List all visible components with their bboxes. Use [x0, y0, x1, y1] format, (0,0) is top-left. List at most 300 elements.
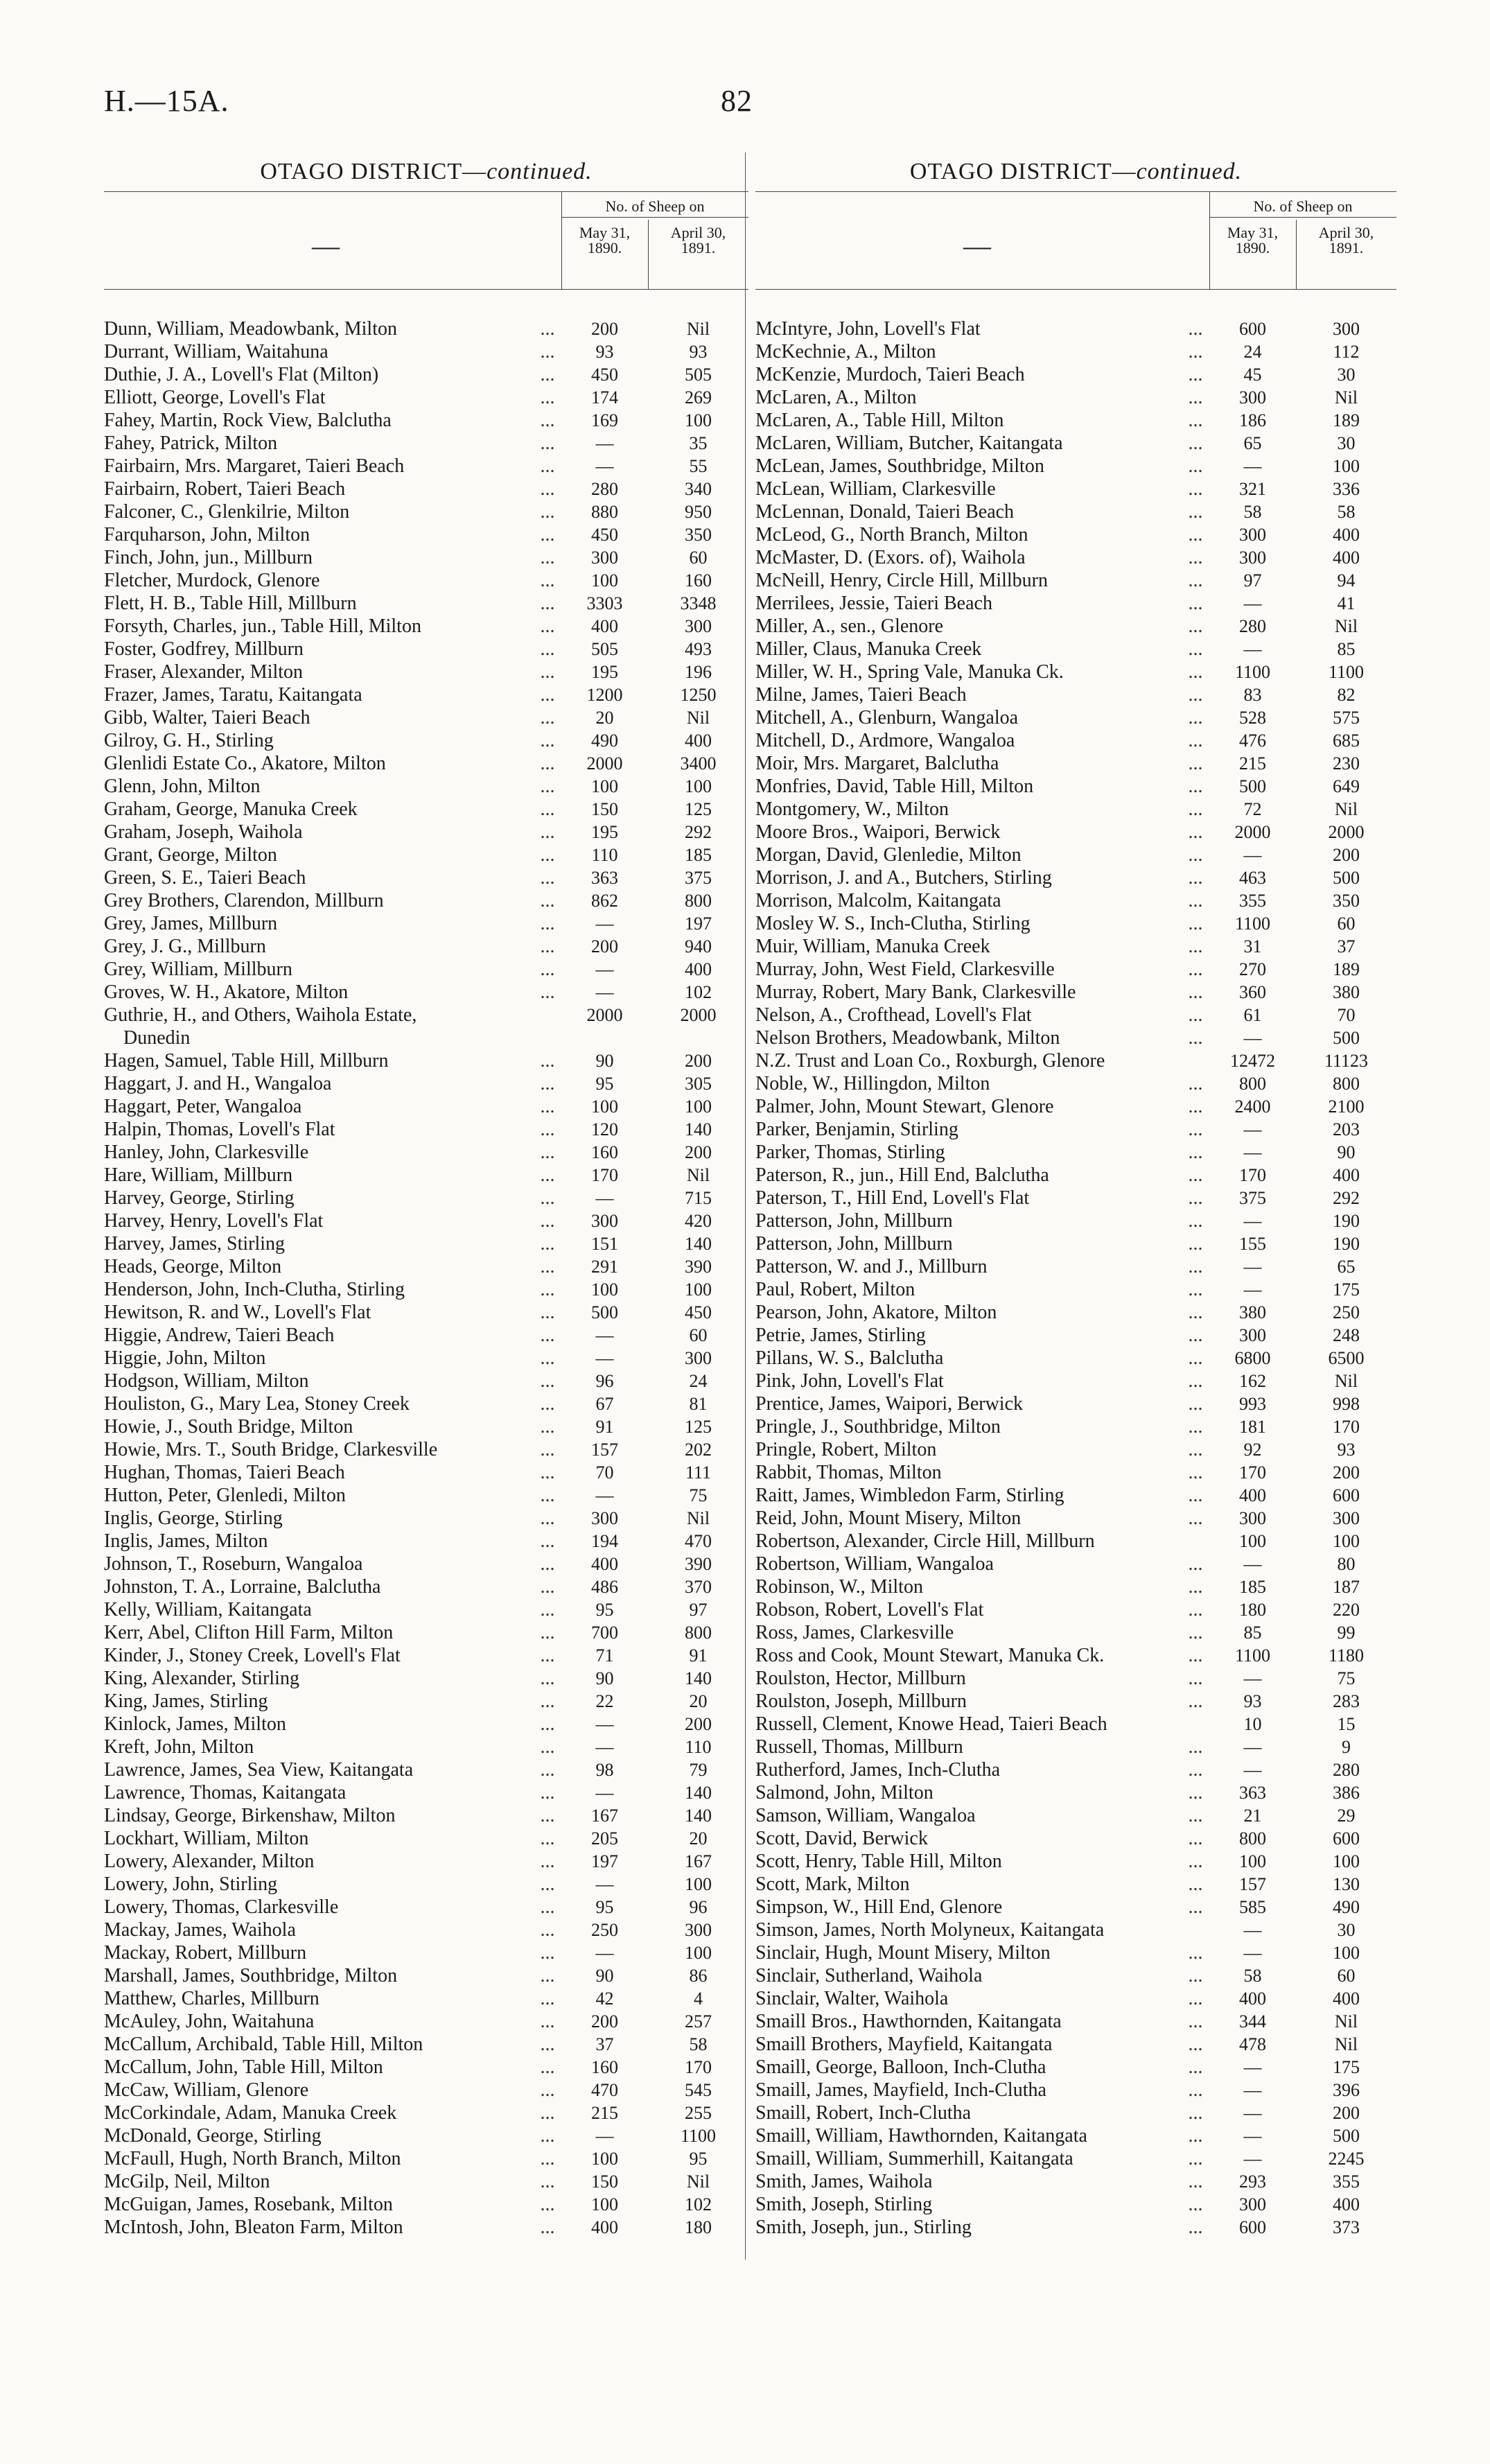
table-row — [755, 821, 1396, 844]
owner-name: McLaren, A., Table Hill, Milton — [755, 410, 1004, 431]
sheep-1890: 300 — [1239, 2194, 1266, 2214]
table-row — [755, 1919, 1396, 1941]
table-row — [755, 1370, 1396, 1392]
leader-dots: ... — [540, 844, 555, 866]
leader-dots: ... — [1188, 364, 1203, 385]
leader-dots: ... — [540, 936, 555, 957]
owner-name: Harvey, James, Stirling — [104, 1233, 286, 1255]
table-row — [104, 729, 748, 752]
sheep-1891: 280 — [1333, 1760, 1360, 1780]
leader-dots: ... — [540, 1393, 555, 1415]
leader-dots: ... — [1188, 1233, 1203, 1255]
sheep-1891: 200 — [685, 1142, 712, 1162]
leader-dots: ... — [540, 1668, 555, 1689]
date-header-1891: April 30, 1891. — [1318, 224, 1374, 256]
sheep-1890: 174 — [591, 387, 618, 408]
owner-name: Smaill, Robert, Inch-Clutha — [755, 2102, 972, 2124]
owner-name: Hagen, Samuel, Table Hill, Millburn — [104, 1050, 389, 1072]
sheep-1890: 1100 — [1234, 662, 1271, 682]
sheep-1891: 248 — [1333, 1325, 1360, 1345]
leader-dots: ... — [540, 1553, 555, 1575]
sheep-1890: 486 — [591, 1577, 618, 1597]
date-header-1891: April 30, 1891. — [670, 224, 726, 256]
table-row — [104, 1827, 748, 1850]
table-row — [755, 1301, 1396, 1324]
owner-name: Mitchell, D., Ardmore, Wangaloa — [755, 730, 1015, 751]
sheep-1890: — — [1243, 1760, 1262, 1780]
owner-name: Moore Bros., Waipori, Berwick — [755, 821, 1001, 843]
table-row — [755, 1049, 1396, 1072]
sheep-1890: 490 — [591, 731, 618, 751]
sheep-1891: 100 — [685, 776, 712, 796]
owner-name: Graham, Joseph, Waihola — [104, 821, 303, 843]
sheep-1890: 200 — [591, 319, 618, 339]
table-row — [104, 432, 748, 455]
leader-dots: ... — [1188, 753, 1203, 774]
owner-name: Robertson, William, Wangaloa — [755, 1553, 994, 1575]
sheep-1891: 99 — [1337, 1623, 1356, 1643]
table-row — [755, 546, 1396, 569]
sheep-1891: 20 — [689, 1828, 708, 1849]
owner-name: Glenlidi Estate Co., Akatore, Milton — [104, 753, 386, 774]
leader-dots — [1182, 1713, 1209, 1736]
sheep-1890: 90 — [595, 1051, 614, 1071]
owner-name: Grey, James, Millburn — [104, 913, 278, 934]
sheep-1891: 950 — [685, 502, 712, 522]
leader-dots: ... — [540, 707, 555, 728]
leader-dots: ... — [1188, 2102, 1203, 2124]
leader-dots: ... — [540, 1851, 555, 1872]
sheep-1890: 71 — [595, 1645, 614, 1666]
leader-dots: ... — [1188, 661, 1203, 683]
table-row — [755, 478, 1396, 500]
sheep-1890: — — [1243, 1920, 1262, 1940]
owner-name: Kinlock, James, Milton — [104, 1713, 286, 1735]
sheep-1890: — — [1243, 1211, 1262, 1231]
sheep-1891: 400 — [685, 731, 712, 751]
owner-name: Graham, George, Manuka Creek — [104, 798, 358, 820]
sheep-1891: 30 — [1337, 1920, 1356, 1940]
sheep-1891: 800 — [1333, 1074, 1360, 1094]
sheep-1891: 100 — [1333, 1851, 1360, 1871]
sheep-1891: 493 — [685, 639, 712, 659]
owner-name: McLean, William, Clarkesville — [755, 478, 996, 500]
leader-dots: ... — [540, 1805, 555, 1826]
leader-dots: ... — [1188, 615, 1203, 637]
leader-dots: ... — [1188, 936, 1203, 957]
sheep-1890: 90 — [595, 1966, 614, 1986]
leader-dots: ... — [1188, 2194, 1203, 2215]
sheep-1890: — — [595, 433, 614, 453]
leader-dots: ... — [540, 547, 555, 568]
sheep-1890: 862 — [591, 891, 618, 911]
sheep-1891: 82 — [1337, 685, 1356, 705]
sheep-1890: 528 — [1239, 708, 1266, 728]
sheep-1890: 2000 — [586, 753, 623, 774]
table-row — [755, 569, 1396, 592]
leader-dots: ... — [540, 387, 555, 408]
date-header-1890: May 31, 1890. — [1227, 224, 1279, 256]
leader-dots: ... — [540, 1462, 555, 1483]
leader-dots: ... — [540, 1439, 555, 1460]
owner-name: McLaren, William, Butcher, Kaitangata — [755, 432, 1063, 454]
sheep-1891: 100 — [1333, 456, 1360, 476]
sheep-1891: 37 — [1337, 936, 1356, 956]
right-column — [755, 152, 1396, 2239]
leader-dots: ... — [540, 684, 555, 706]
sheep-1891: 9 — [1342, 1737, 1351, 1757]
sheep-1890: — — [1243, 2080, 1262, 2100]
leader-dots: ... — [540, 1256, 555, 1277]
sheep-1890: 1100 — [1234, 1645, 1271, 1666]
table-row — [104, 1530, 748, 1553]
leader-dots: ... — [540, 2102, 555, 2124]
leader-dots: ... — [540, 1119, 555, 1140]
sheep-1891: 60 — [689, 1325, 708, 1345]
owner-name: Smith, James, Waihola — [755, 2171, 933, 2192]
sheep-1891: Nil — [1334, 2011, 1358, 2032]
table-row — [104, 1232, 748, 1255]
leader-dots: ... — [1188, 776, 1203, 797]
sheep-1891: 170 — [1333, 1417, 1360, 1437]
sheep-1891: 505 — [685, 365, 712, 385]
sheep-1891: 140 — [685, 1119, 712, 1139]
leader-dots: ... — [540, 1896, 555, 1918]
table-row — [104, 912, 748, 935]
owner-name: Russell, Clement, Knowe Head, Taieri Beach — [755, 1713, 1107, 1735]
sheep-1891: 715 — [685, 1188, 712, 1208]
sheep-1890: 100 — [591, 776, 618, 796]
sheep-1890: 450 — [591, 365, 618, 385]
sheep-1891: 6500 — [1328, 1348, 1365, 1368]
owner-name: Halpin, Thomas, Lovell's Flat — [104, 1119, 335, 1140]
leader-dots: ... — [1188, 410, 1203, 431]
sheep-1890: 200 — [591, 2011, 618, 2032]
sheep-1891: 140 — [685, 1806, 712, 1826]
sheep-1890: 110 — [591, 845, 618, 865]
table-row — [755, 1004, 1396, 1026]
table-row — [755, 1827, 1396, 1850]
table-row — [755, 866, 1396, 889]
owner-name: Mackay, Robert, Millburn — [104, 1942, 307, 1964]
table-row — [755, 1278, 1396, 1301]
sheep-1891: 292 — [685, 822, 712, 842]
sheep-1890: 151 — [591, 1234, 618, 1254]
owner-name: McKechnie, A., Milton — [755, 341, 936, 362]
owner-name: Lindsay, George, Birkenshaw, Milton — [104, 1805, 396, 1826]
table-row — [755, 363, 1396, 386]
sheep-1890: 93 — [1243, 1691, 1262, 1711]
sheep-1890: 157 — [591, 1440, 618, 1460]
leader-dots: ... — [1188, 1622, 1203, 1643]
leader-dots: ... — [1188, 387, 1203, 408]
sheep-1891: 2000 — [680, 1005, 717, 1025]
leader-dots: ... — [1188, 821, 1203, 843]
table-row — [755, 1736, 1396, 1758]
owner-name: Raitt, James, Wimbledon Farm, Stirling — [755, 1485, 1064, 1506]
owner-name: Russell, Thomas, Millburn — [755, 1736, 963, 1758]
table-row — [755, 1690, 1396, 1713]
owner-name: Smith, Joseph, jun., Stirling — [755, 2217, 972, 2238]
sheep-1890: — — [1243, 2149, 1262, 2169]
leader-dots: ... — [540, 1508, 555, 1529]
table-row — [755, 981, 1396, 1004]
sheep-1891: 29 — [1337, 1806, 1356, 1826]
leader-dots: ... — [1188, 318, 1203, 340]
leader-dots: ... — [540, 1142, 555, 1163]
table-row — [755, 1553, 1396, 1575]
table-row — [104, 546, 748, 569]
sheep-1891: 3348 — [680, 593, 717, 613]
owner-name: Haggart, Peter, Wangaloa — [104, 1096, 302, 1117]
sheep-1891: 292 — [1333, 1188, 1360, 1208]
table-row — [104, 683, 748, 706]
sheep-1890: 200 — [591, 936, 618, 956]
sheep-1891: 940 — [685, 936, 712, 956]
owner-name: McFaull, Hugh, North Branch, Milton — [104, 2148, 401, 2169]
owner-name: Johnston, T. A., Lorraine, Balclutha — [104, 1576, 381, 1598]
sheep-1890: — — [1243, 593, 1262, 613]
leader-dots: ... — [1188, 2034, 1203, 2055]
table-row — [755, 706, 1396, 729]
sheep-1890: 95 — [595, 1897, 614, 1917]
sheep-1890: 150 — [591, 799, 618, 819]
table-row — [104, 1118, 748, 1141]
owner-name: McLennan, Donald, Taieri Beach — [755, 501, 1015, 523]
table-row — [104, 775, 748, 798]
sheep-1891: 400 — [1333, 1989, 1360, 2009]
table-row — [104, 1781, 748, 1804]
sheep-1890: 344 — [1239, 2011, 1266, 2032]
sheep-1891: 370 — [685, 1577, 712, 1597]
owner-name: McMaster, D. (Exors. of), Waihola — [755, 547, 1026, 568]
owner-list — [755, 317, 1396, 2239]
table-row — [755, 1347, 1396, 1370]
sheep-1890: — — [1243, 639, 1262, 659]
table-row — [755, 1095, 1396, 1118]
leader-dots: ... — [1188, 707, 1203, 728]
table-row — [104, 889, 748, 912]
sheep-1891: 300 — [685, 1348, 712, 1368]
owner-name: Roulston, Hector, Millburn — [755, 1668, 966, 1689]
owner-name: Moir, Mrs. Margaret, Balclutha — [755, 753, 999, 774]
leader-dots: ... — [1188, 1690, 1203, 1712]
leader-dots: ... — [1188, 1004, 1203, 1026]
table-row — [104, 1347, 748, 1370]
sheep-1890: 58 — [1243, 502, 1262, 522]
table-row — [755, 1209, 1396, 1232]
owner-name: McGuigan, James, Rosebank, Milton — [104, 2194, 393, 2215]
sheep-1891: 269 — [685, 387, 712, 408]
sheep-1890: 155 — [1239, 1234, 1266, 1254]
owner-name: Lowery, Thomas, Clarkesville — [104, 1896, 339, 1918]
sheep-1890: 321 — [1239, 479, 1266, 499]
leader-dots — [534, 1004, 561, 1026]
owner-name: Rabbit, Thomas, Milton — [755, 1462, 942, 1483]
sheep-1890: 157 — [1239, 1874, 1266, 1894]
sheep-1891: 75 — [1337, 1668, 1356, 1688]
table-row — [755, 2079, 1396, 2102]
sheep-1890: — — [1243, 1257, 1262, 1277]
table-row — [104, 638, 748, 661]
leader-dots: ... — [1188, 341, 1203, 362]
sheep-1890: 800 — [1239, 1074, 1266, 1094]
sheep-1891: 140 — [685, 1668, 712, 1688]
sheep-1891: 200 — [1333, 1462, 1360, 1483]
owner-name: McIntosh, John, Bleaton Farm, Milton — [104, 2217, 403, 2238]
leader-dots: ... — [540, 913, 555, 934]
table-row — [104, 1621, 748, 1644]
leader-dots: ... — [540, 2034, 555, 2055]
sheep-1891: 65 — [1337, 1257, 1356, 1277]
sheep-1891: 81 — [689, 1394, 708, 1414]
owner-name: Howie, J., South Bridge, Milton — [104, 1416, 353, 1438]
sheep-1891: 396 — [1333, 2080, 1360, 2100]
table-row — [104, 1941, 748, 1964]
leader-dots: ... — [540, 2194, 555, 2215]
sheep-1890: — — [595, 1783, 614, 1803]
owner-name: Pink, John, Lovell's Flat — [755, 1370, 944, 1392]
owner-name: Fairbairn, Mrs. Margaret, Taieri Beach — [104, 455, 405, 477]
sheep-1891: 203 — [1333, 1119, 1360, 1139]
sheep-1891: 575 — [1333, 708, 1360, 728]
leader-dots: ... — [1188, 1965, 1203, 1986]
leader-dots: ... — [1188, 2056, 1203, 2078]
sheep-1891: 180 — [685, 2217, 712, 2237]
owner-name: Robertson, Alexander, Circle Hill, Millburn — [755, 1530, 1095, 1552]
sheep-1890: 363 — [591, 868, 618, 888]
table-row — [104, 1690, 748, 1713]
sheep-1891: 100 — [685, 1874, 712, 1894]
leader-dots: ... — [1188, 593, 1203, 614]
leader-dots: ... — [540, 1828, 555, 1849]
owner-name: Prentice, James, Waipori, Berwick — [755, 1393, 1024, 1415]
owner-name: Mitchell, A., Glenburn, Wangaloa — [755, 707, 1019, 728]
column-title — [104, 152, 748, 191]
leader-dots: ... — [1188, 981, 1203, 1003]
table-row — [755, 1964, 1396, 1987]
sheep-1890: — — [1243, 845, 1262, 865]
leader-dots: ... — [540, 615, 555, 637]
table-row — [104, 1919, 748, 1941]
sheep-1891: 58 — [1337, 502, 1356, 522]
sheep-1891: 350 — [1333, 891, 1360, 911]
sheep-1891: 112 — [1333, 342, 1360, 362]
leader-dots: ... — [540, 570, 555, 591]
sheep-1891: 100 — [685, 410, 712, 430]
sheep-1891: 500 — [1333, 1028, 1360, 1048]
sheep-1891: 100 — [1333, 1531, 1360, 1551]
owner-name: Robinson, W., Milton — [755, 1576, 923, 1598]
owner-name: Gilroy, G. H., Stirling — [104, 730, 274, 751]
owner-name: Ross and Cook, Mount Stewart, Manuka Ck. — [755, 1645, 1105, 1666]
table-row — [755, 2193, 1396, 2216]
leader-dots: ... — [540, 1302, 555, 1323]
owner-name: Duthie, J. A., Lovell's Flat (Milton) — [104, 364, 379, 385]
sheep-1890: 300 — [1239, 548, 1266, 568]
sheep-1891: 58 — [689, 2034, 708, 2054]
owner-name: Marshall, James, Southbridge, Milton — [104, 1965, 398, 1986]
sheep-1891: 4 — [694, 1989, 703, 2009]
sheep-1890: 61 — [1243, 1005, 1262, 1025]
sheep-1891: 500 — [1333, 2126, 1360, 2146]
sheep-1890: 83 — [1243, 685, 1262, 705]
sheep-1890: — — [1243, 1119, 1262, 1139]
leader-dots: ... — [1188, 1508, 1203, 1529]
owner-name: Pringle, Robert, Milton — [755, 1439, 937, 1460]
table-row — [755, 1392, 1396, 1415]
owner-name: Frazer, James, Taratu, Kaitangata — [104, 684, 362, 706]
leader-dots: ... — [540, 1279, 555, 1300]
sheep-1891: 185 — [685, 845, 712, 865]
sheep-1891: 450 — [685, 1302, 712, 1322]
table-row — [104, 1553, 748, 1575]
sheep-1890: 98 — [595, 1760, 614, 1780]
sheep-1890: — — [595, 1348, 614, 1368]
table-row — [755, 2056, 1396, 2079]
owner-name: Morrison, J. and A., Butchers, Stirling — [755, 867, 1052, 889]
table-row — [755, 1164, 1396, 1187]
sheep-1890: — — [1243, 1943, 1262, 1963]
sheep-1890: — — [595, 1714, 614, 1734]
owner-name: Hare, William, Millburn — [104, 1164, 293, 1186]
sheep-1890: 280 — [1239, 616, 1266, 636]
owner-name: Grey Brothers, Clarendon, Millburn — [104, 890, 384, 911]
table-row — [104, 569, 748, 592]
sheep-1891: Nil — [686, 708, 710, 728]
sheep-1890: 505 — [591, 639, 618, 659]
table-row — [755, 798, 1396, 821]
sheep-1891: 490 — [1333, 1897, 1360, 1917]
table-row — [104, 1575, 748, 1598]
table-row — [755, 1621, 1396, 1644]
sheep-1890: 91 — [595, 1417, 614, 1437]
sheep-1890: — — [595, 1874, 614, 1894]
table-row — [104, 592, 748, 615]
title-continued: continued. — [487, 159, 593, 184]
owner-name: Sinclair, Walter, Waihola — [755, 1988, 949, 2009]
sheep-1890: 197 — [591, 1851, 618, 1871]
owner-name: Fahey, Patrick, Milton — [104, 432, 278, 454]
table-row — [104, 1461, 748, 1484]
sheep-1890: — — [595, 2126, 614, 2146]
owner-name: Morgan, David, Glenledie, Milton — [755, 844, 1022, 866]
sheep-1890: 185 — [1239, 1577, 1266, 1597]
leader-dots: ... — [540, 890, 555, 911]
sheep-1891: 2000 — [1328, 822, 1365, 842]
owner-name: Scott, Mark, Milton — [755, 1873, 910, 1895]
owner-name: McIntyre, John, Lovell's Flat — [755, 318, 981, 340]
sheep-1890: — — [1243, 2057, 1262, 2077]
table-row — [104, 1598, 748, 1621]
sheep-1890: 162 — [1239, 1371, 1266, 1391]
table-row — [755, 1324, 1396, 1347]
owner-name: McLeod, G., North Branch, Milton — [755, 524, 1028, 545]
table-row — [755, 386, 1396, 409]
sheep-1890: 10 — [1243, 1714, 1262, 1734]
sheep-1891: 60 — [689, 548, 708, 568]
sheep-1891: 220 — [1333, 1600, 1360, 1620]
sheep-1890: 700 — [591, 1623, 618, 1643]
page-number: 82 — [721, 84, 753, 118]
sheep-1891: 190 — [1333, 1211, 1360, 1231]
owner-name: Rutherford, James, Inch-Clutha — [755, 1759, 1001, 1781]
table-row — [755, 638, 1396, 661]
leader-dots: ... — [540, 501, 555, 523]
leader-dots: ... — [540, 2217, 555, 2238]
leader-dots: ... — [1188, 1439, 1203, 1460]
sheep-1890: 600 — [1239, 319, 1266, 339]
